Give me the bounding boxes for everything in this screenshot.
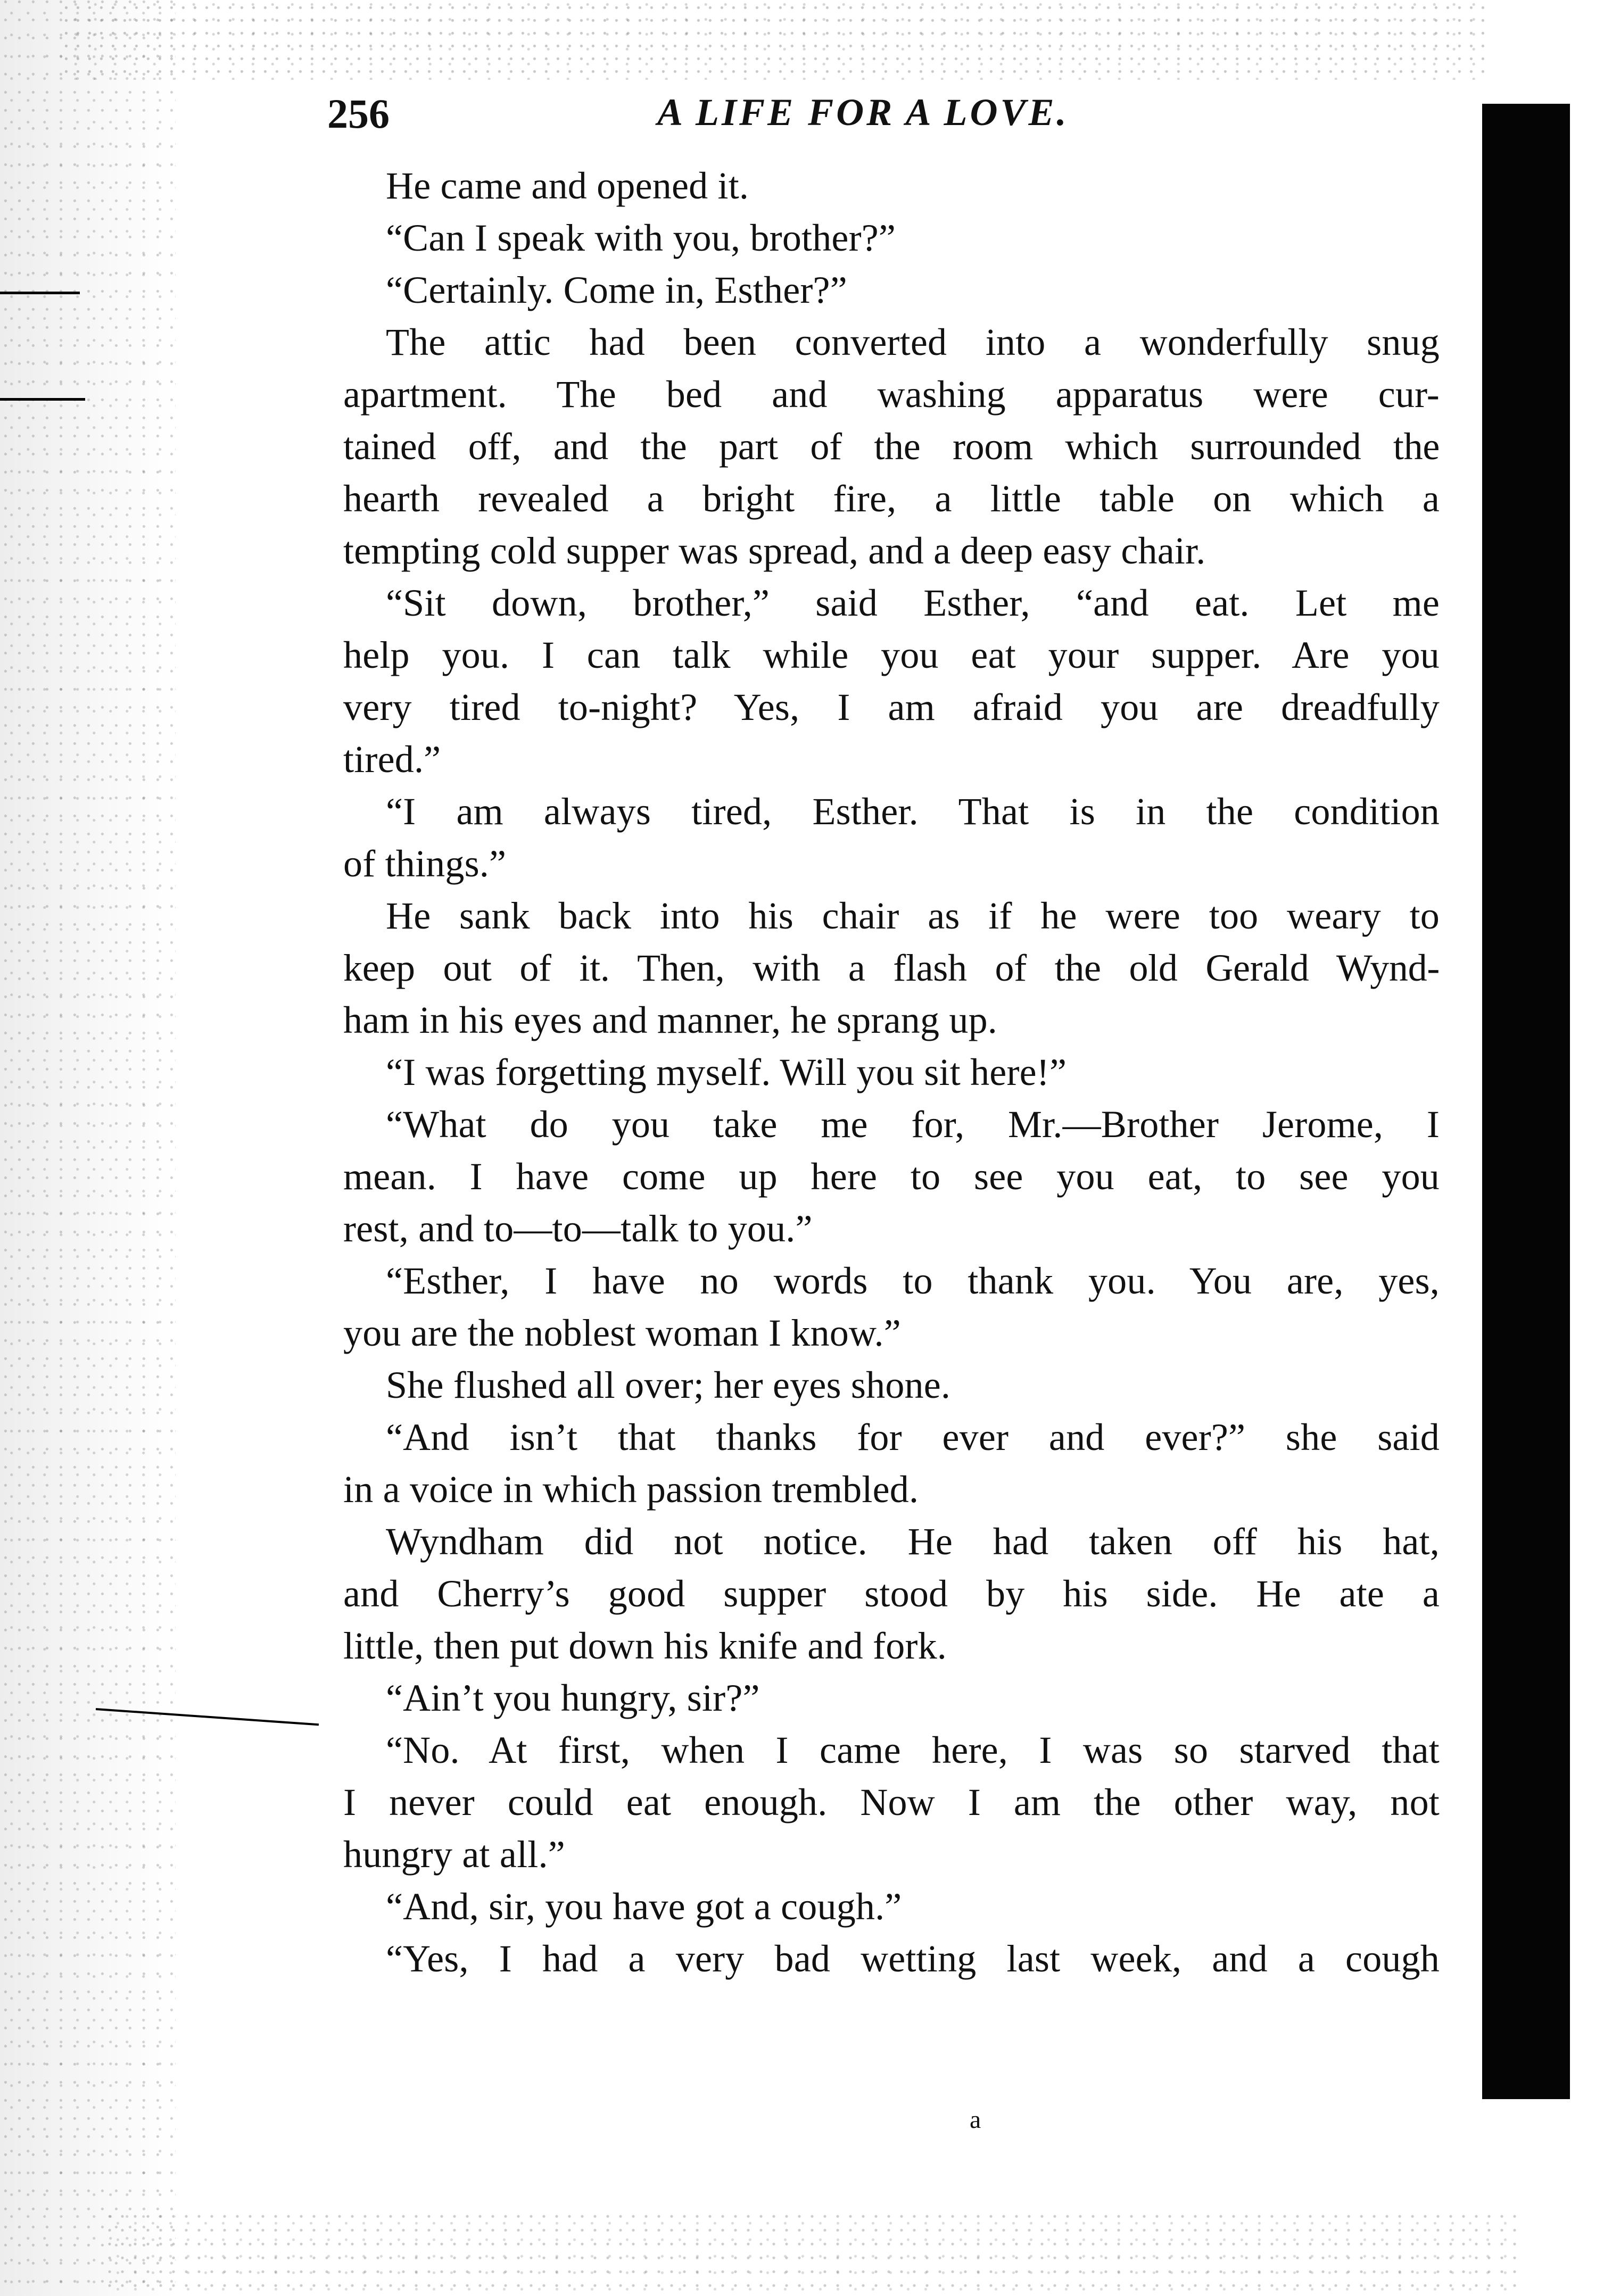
book-text bbox=[343, 160, 1440, 1985]
text-line: and Cherry’s good supper stood by his side. He ate a bbox=[343, 1572, 1440, 1615]
text-line: hungry at all.” bbox=[343, 1833, 565, 1876]
text-line: “Sit down, brother,” said Esther, “and eat. Let me bbox=[386, 582, 1440, 624]
text-line: She flushed all over; her eyes shone. bbox=[386, 1364, 951, 1406]
footer-mark: a bbox=[970, 2106, 981, 2134]
text-line: in a voice in which passion trembled. bbox=[343, 1468, 919, 1511]
text-line: “Can I speak with you, brother?” bbox=[386, 217, 896, 259]
text-line: of things.” bbox=[343, 842, 507, 885]
text-line: “Ain’t you hungry, sir?” bbox=[386, 1677, 760, 1719]
text-line: “Certainly. Come in, Esther?” bbox=[386, 269, 847, 311]
left-margin-mark bbox=[0, 292, 80, 294]
text-line: “And isn’t that thanks for ever and ever?” she said bbox=[386, 1416, 1440, 1458]
text-line: rest, and to—to—talk to you.” bbox=[343, 1207, 813, 1250]
scan-bottom-edge-noise bbox=[106, 2211, 1517, 2296]
text-line: “And, sir, you have got a cough.” bbox=[386, 1885, 902, 1928]
text-line: hearth revealed a bright fire, a little table on which a bbox=[343, 477, 1440, 520]
text-line: ham in his eyes and manner, he sprang up. bbox=[343, 999, 998, 1041]
text-line: “I am always tired, Esther. That is in the condition bbox=[386, 790, 1440, 833]
text-line: He came and opened it. bbox=[386, 164, 749, 207]
text-line: help you. I can talk while you eat your supper. Are you bbox=[343, 634, 1440, 676]
scan-left-edge-noise bbox=[0, 0, 176, 2296]
text-line: little, then put down his knife and fork. bbox=[343, 1624, 947, 1667]
text-line: mean. I have come up here to see you eat, to see you bbox=[343, 1155, 1440, 1198]
running-title: A LIFE FOR A LOVE. bbox=[657, 91, 1069, 134]
text-line: The attic had been converted into a wonderfully snug bbox=[386, 321, 1440, 363]
text-line: tained off, and the part of the room which surrounded the bbox=[343, 425, 1440, 468]
text-line: “What do you take me for, Mr.—Brother Jerome, I bbox=[386, 1103, 1440, 1146]
text-line: “No. At first, when I came here, I was so starved that bbox=[386, 1729, 1440, 1771]
text-line: Wyndham did not notice. He had taken off his hat, bbox=[386, 1520, 1440, 1563]
text-line: “Esther, I have no words to thank you. You are, yes, bbox=[386, 1259, 1440, 1302]
text-line: “I was forgetting myself. Will you sit here!” bbox=[386, 1051, 1067, 1093]
text-line: He sank back into his chair as if he were too weary to bbox=[386, 894, 1440, 937]
text-line: I never could eat enough. Now I am the other way, not bbox=[343, 1781, 1440, 1823]
black-binding-edge bbox=[1482, 104, 1570, 2099]
text-line: you are the noblest woman I know.” bbox=[343, 1312, 901, 1354]
text-line: tired.” bbox=[343, 738, 441, 781]
page-header bbox=[327, 90, 1466, 157]
text-line: keep out of it. Then, with a flash of the old Gerald Wynd- bbox=[343, 947, 1440, 989]
left-margin-mark bbox=[0, 398, 85, 401]
text-line: tempting cold supper was spread, and a deep easy chair. bbox=[343, 529, 1206, 572]
text-line: very tired to-night? Yes, I am afraid you are dreadfully bbox=[343, 686, 1440, 728]
text-line: apartment. The bed and washing apparatus were cur- bbox=[343, 373, 1440, 416]
text-line: “Yes, I had a very bad wetting last week, and a cough bbox=[386, 1937, 1440, 1980]
scan-top-edge-noise bbox=[64, 0, 1490, 80]
page-number: 256 bbox=[327, 90, 390, 137]
